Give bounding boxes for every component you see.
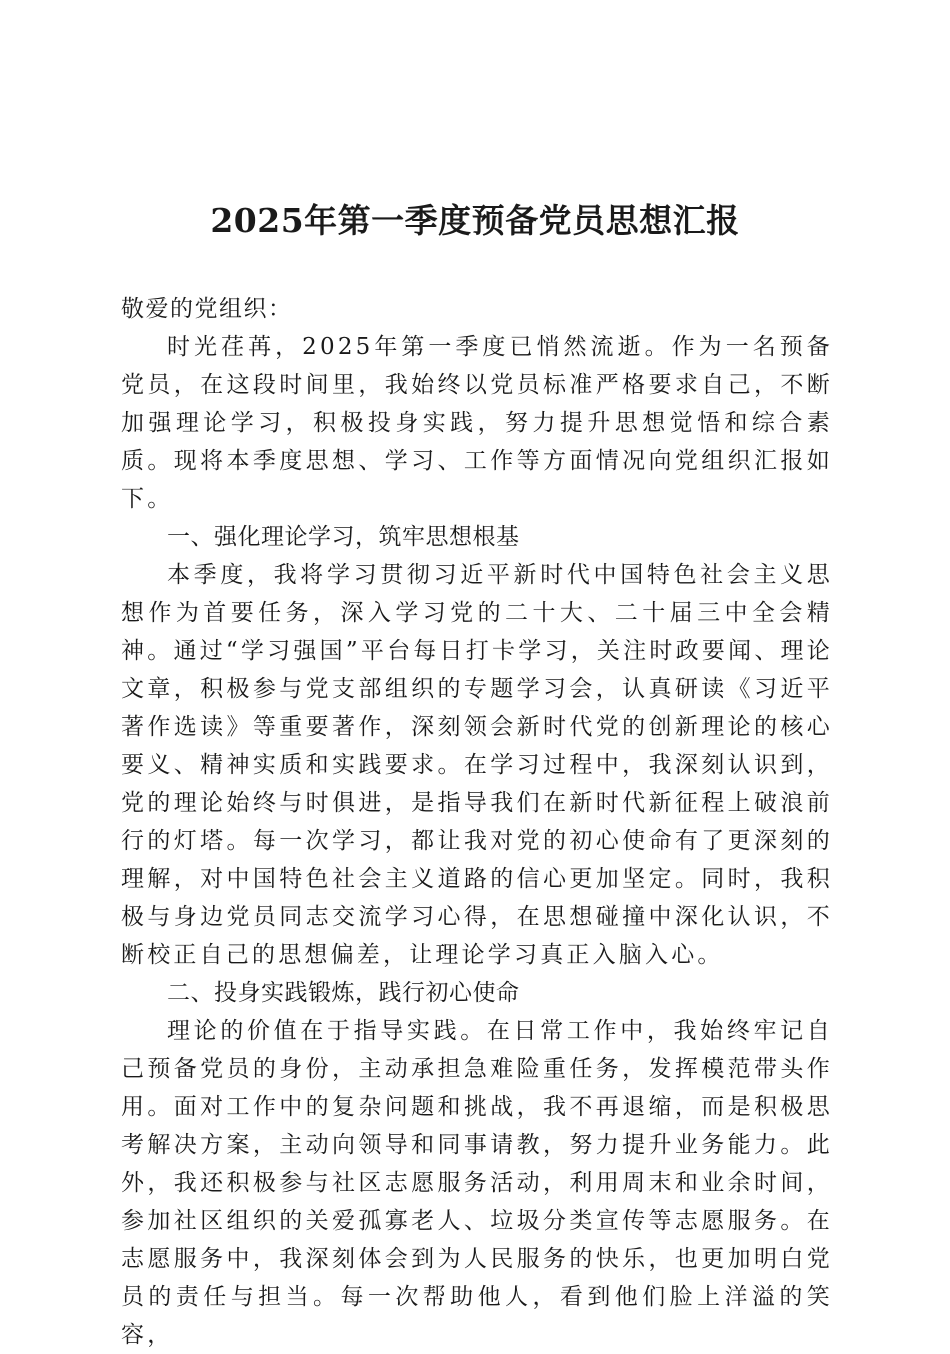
section-heading-2: 二、投身实践锻炼，践行初心使命	[167, 980, 520, 1006]
section-heading-1: 一、强化理论学习，筑牢思想根基	[167, 524, 520, 550]
section-paragraph-2: 理论的价值在于指导实践。在日常工作中，我始终牢记自己预备党员的身份，主动承担急难险重任务，发挥模范带头作用。面对工作中的复杂问题和挑战，我不再退缩，而是积极思考解决方案，主动向领导和同事请教，努力提升业务能力。此外，我还积极参与社区志愿服务活动，利用周末和业余时间，参加社区组织的关爱孤寡老人、垃圾分类宣传等志愿服务。在志愿服务中，我深刻体会到为人民服务的快乐，也更加明白党员的责任与担当。每一次帮助他人，看到他们脸上洋溢的笑容，	[121, 1018, 833, 1348]
section-paragraph-1: 本季度，我将学习贯彻习近平新时代中国特色社会主义思想作为首要任务，深入学习党的二十大、二十届三中全会精神。通过“学习强国”平台每日打卡学习，关注时政要闻、理论文章，积极参与党支部组织的专题学习会，认真研读《习近平著作选读》等重要著作，深刻领会新时代党的创新理论的核心要义、精神实质和实践要求。在学习过程中，我深刻认识到，党的理论始终与时俱进，是指导我们在新时代新征程上破浪前行的灯塔。每一次学习，都让我对党的初心使命有了更深刻的理解，对中国特色社会主义道路的信心更加坚定。同时，我积极与身边党员同志交流学习心得，在思想碰撞中深化认识，不断校正自己的思想偏差，让理论学习真正入脑入心。	[121, 562, 833, 968]
salutation: 敬爱的党组织：	[121, 296, 293, 322]
document-title: 2025年第一季度预备党员思想汇报	[210, 201, 740, 240]
intro-paragraph: 时光荏苒，2025年第一季度已悄然流逝。作为一名预备党员，在这段时间里，我始终以党员标准严格要求自己，不断加强理论学习，积极投身实践，努力提升思想觉悟和综合素质。现将本季度思想、学习、工作等方面情况向党组织汇报如下。	[121, 334, 833, 512]
document-body	[121, 290, 833, 1354]
